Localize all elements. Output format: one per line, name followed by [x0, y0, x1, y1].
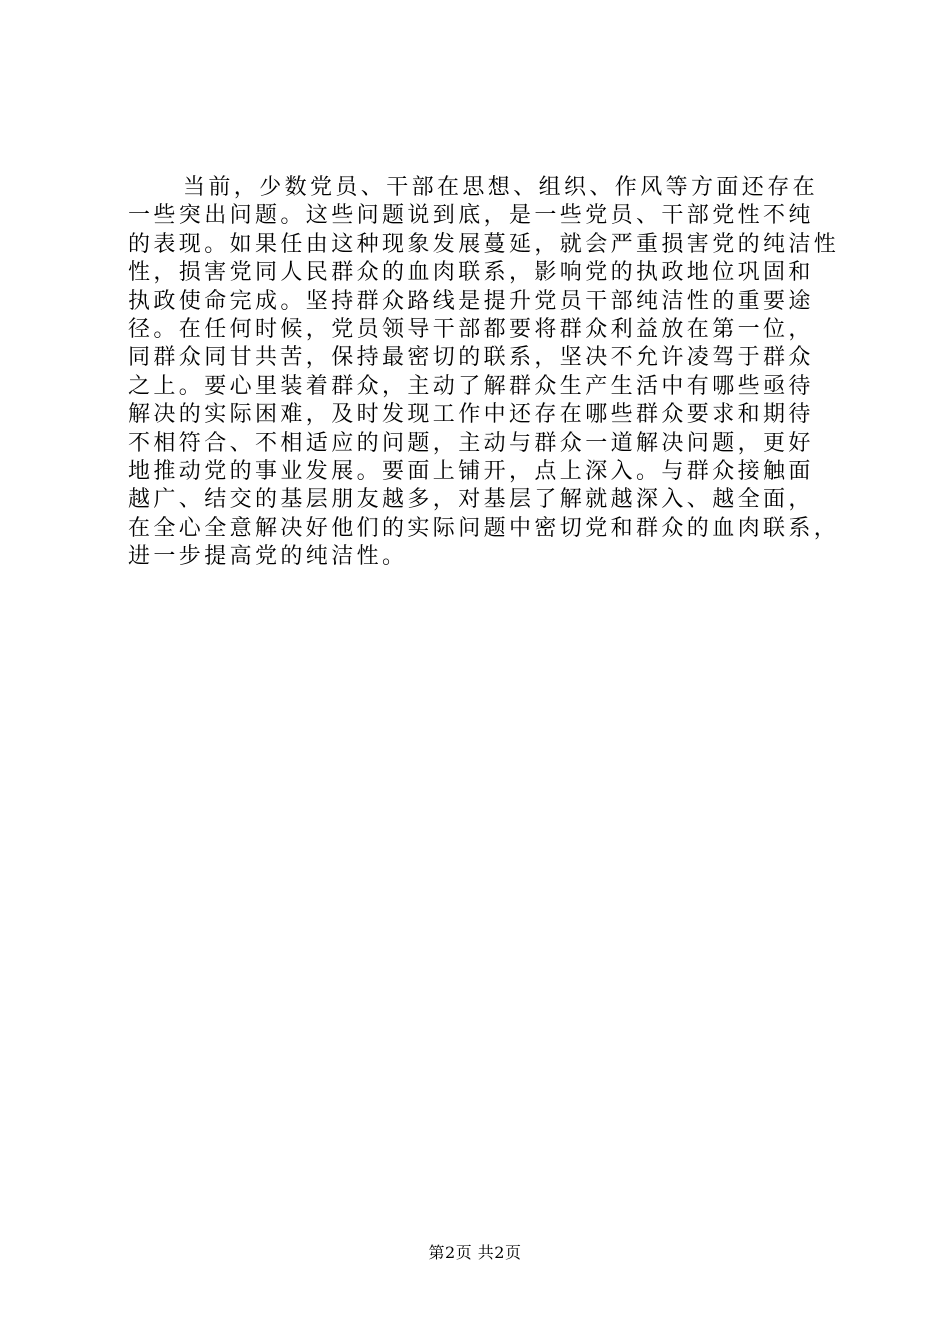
page-number-footer: 第2页 共2页	[428, 1243, 522, 1262]
paragraph-line-5: 执政使命完成。坚持群众路线是提升党员干部纯洁性的重要途	[128, 288, 814, 314]
paragraph-line-8: 之上。要心里装着群众，主动了解群众生产生活中有哪些亟待	[128, 373, 814, 399]
paragraph-line-1: 当前，少数党员、干部在思想、组织、作风等方面还存在	[183, 175, 819, 200]
paragraph-line-6: 径。在任何时候，党员领导干部都要将群众利益放在第一位，	[128, 316, 814, 342]
paragraph-line-4: 性，损害党同人民群众的血肉联系，影响党的执政地位巩固和	[128, 260, 814, 286]
paragraph-line-11: 地推动党的事业发展。要面上铺开，点上深入。与群众接触面	[128, 458, 814, 484]
body-paragraph	[128, 174, 840, 571]
paragraph-line-14: 进一步提高党的纯洁性。	[128, 544, 408, 570]
paragraph-line-7: 同群众同甘共苦，保持最密切的联系，坚决不允许凌驾于群众	[128, 345, 814, 371]
paragraph-line-3: 的表现。如果任由这种现象发展蔓延，就会严重损害党的纯洁性	[128, 231, 840, 257]
paragraph-line-9: 解决的实际困难，及时发现工作中还存在哪些群众要求和期待	[128, 402, 814, 428]
paragraph-line-13: 在全心全意解决好他们的实际问题中密切党和群众的血肉联系，	[128, 515, 840, 541]
paragraph-line-10: 不相符合、不相适应的问题，主动与群众一道解决问题，更好	[128, 430, 814, 456]
paragraph-line-2: 一些突出问题。这些问题说到底，是一些党员、干部党性不纯	[128, 203, 814, 229]
paragraph-line-12: 越广、结交的基层朋友越多，对基层了解就越深入、越全面，	[128, 487, 814, 513]
